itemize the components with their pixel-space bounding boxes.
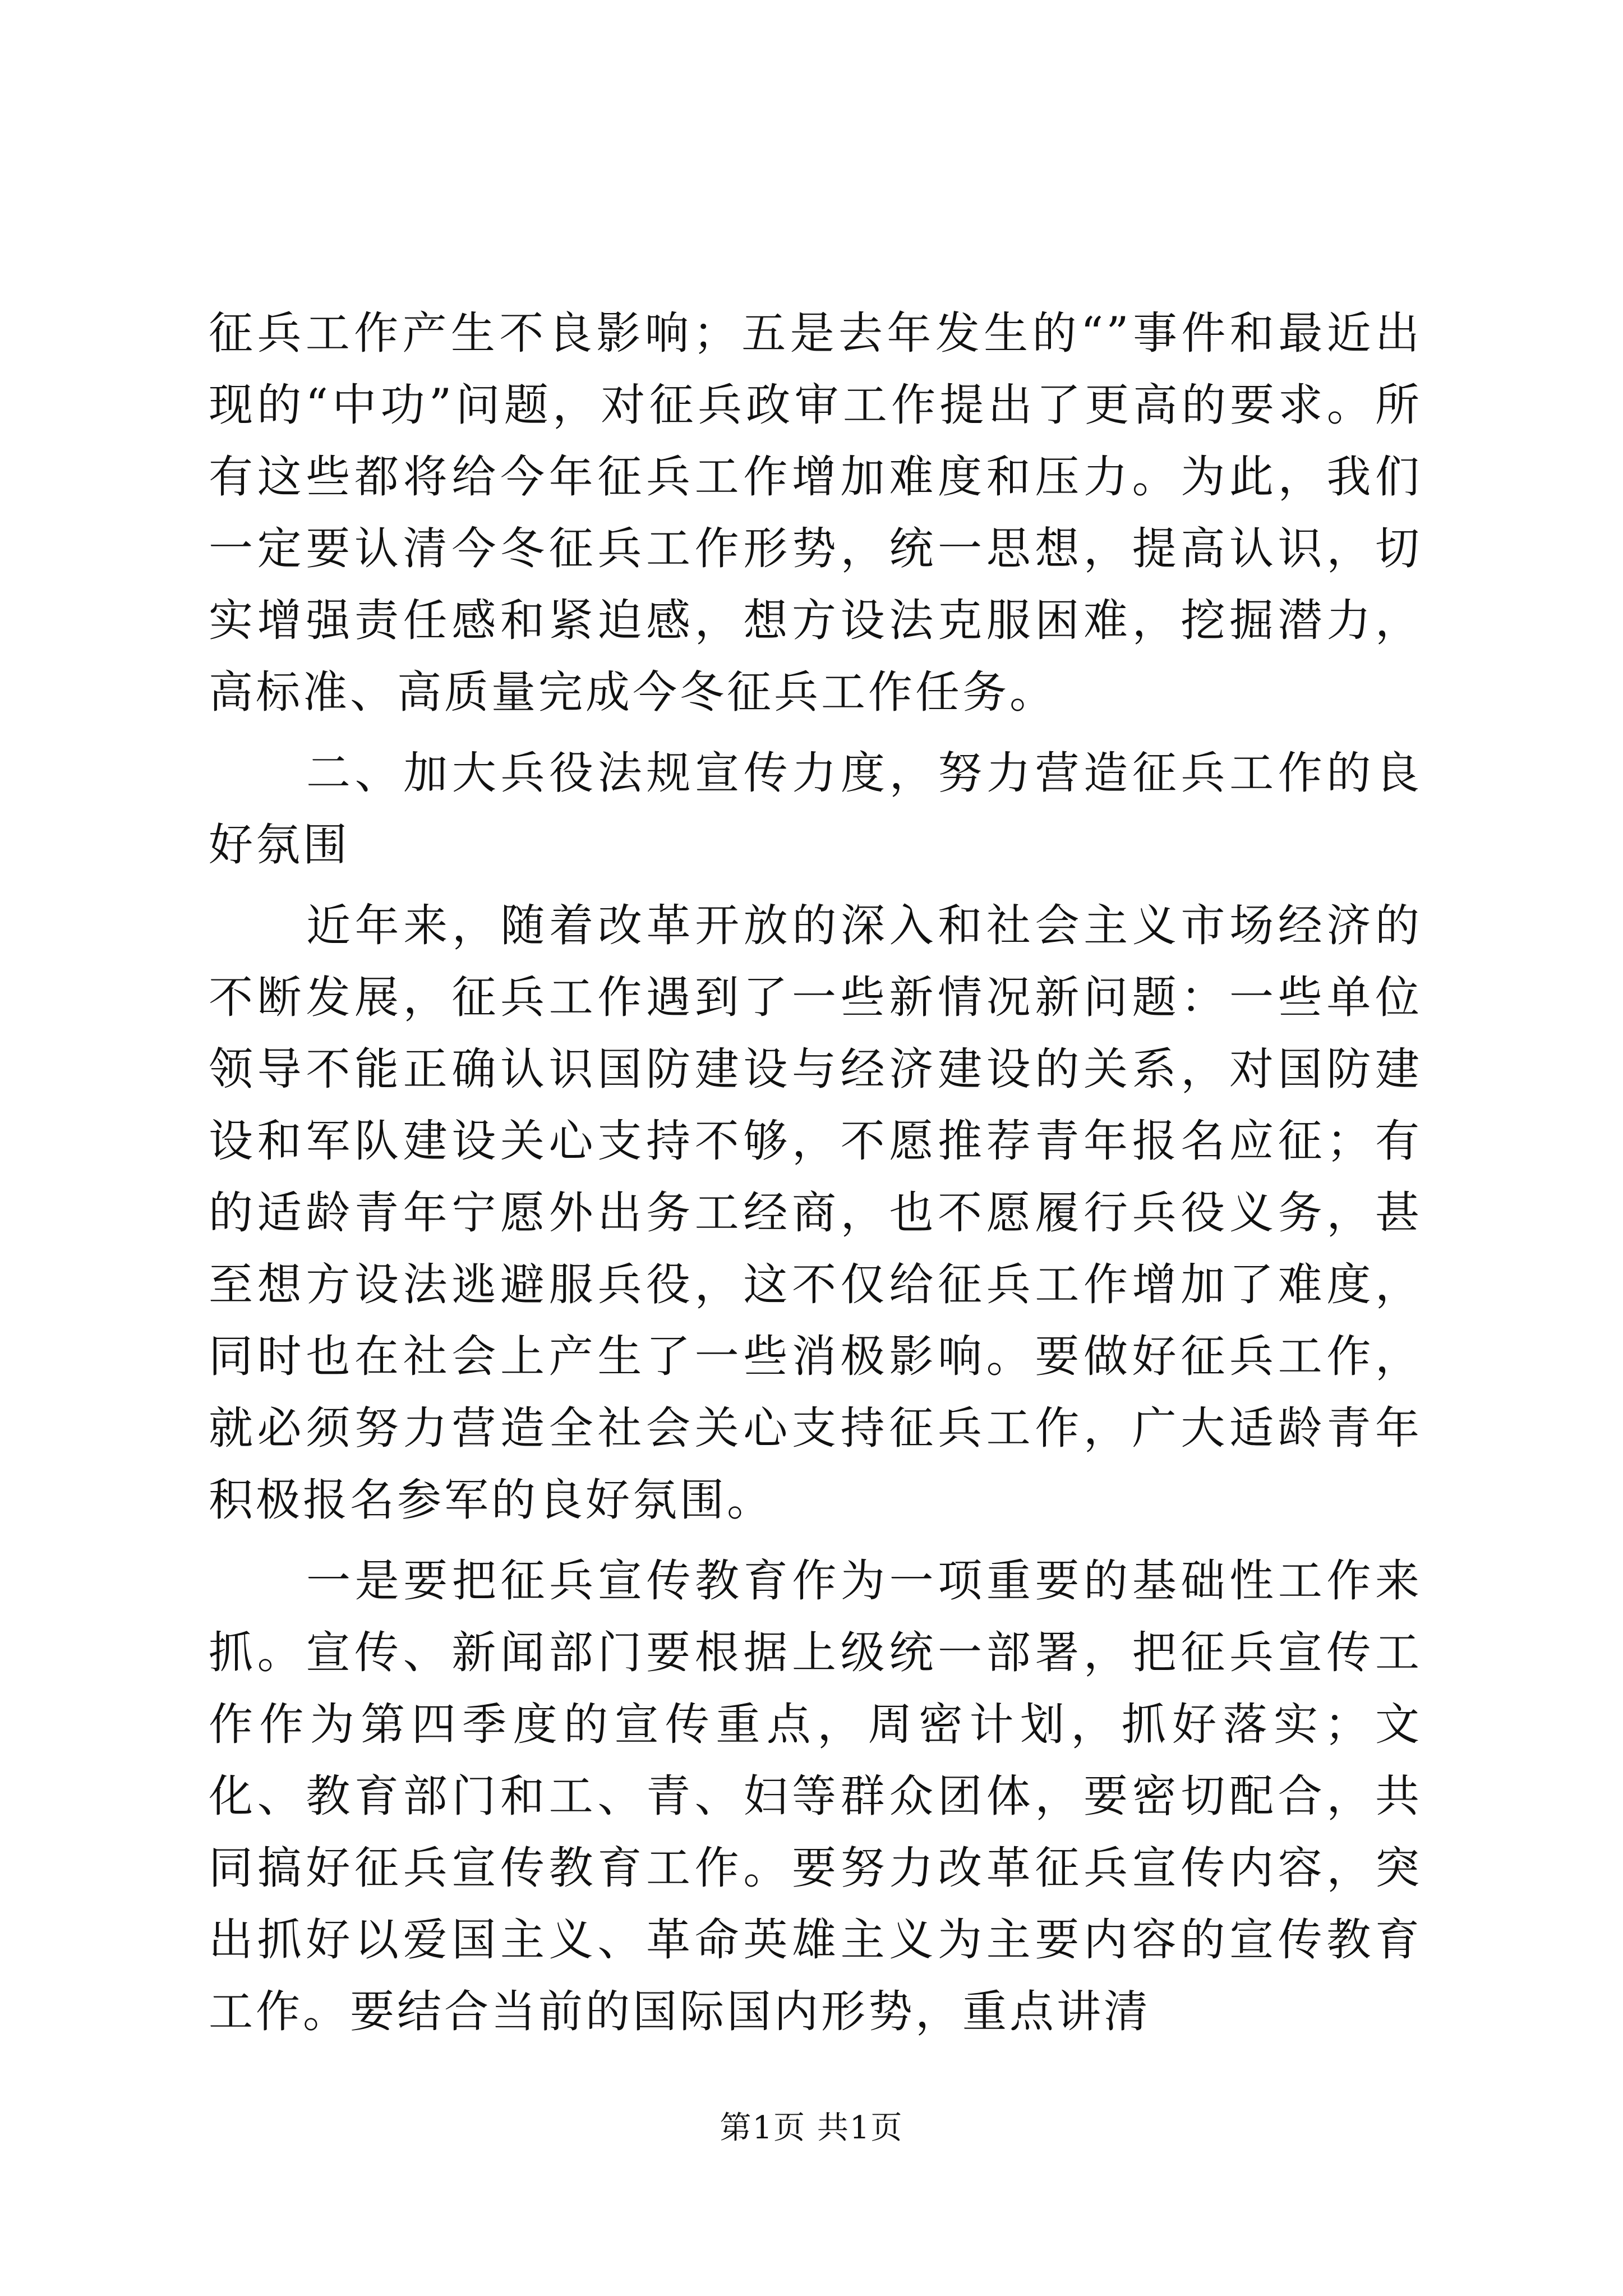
- paragraph-3: 近年来，随着改革开放的深入和社会主义市场经济的不断发展，征兵工作遇到了一些新情况新问题：一些单位领导不能正确认识国防建设与经济建设的关系，对国防建设和军队建设关心支持不够，不愿推荐青年报名应征；有的适龄青年宁愿外出务工经商，也不愿履行兵役义务，甚至想方设法逃避服兵役，这不仅给征兵工作增加了难度，同时也在社会上产生了一些消极影响。要做好征兵工作，就必须努力营造全社会关心支持征兵工作，广大适龄青年积极报名参军的良好氛围。: [209, 900, 1422, 1526]
- section-heading-2: 二、加大兵役法规宣传力度，努力营造征兵工作的良好氛围: [209, 747, 1422, 871]
- document-body: [209, 297, 1422, 2056]
- page-footer: 第1页 共1页: [720, 2110, 903, 2146]
- paragraph-1: 征兵工作产生不良影响；五是去年发生的“”事件和最近出现的“中功”问题，对征兵政审工作提出了更高的要求。所有这些都将给今年征兵工作增加难度和压力。为此，我们一定要认清今冬征兵工作形势，统一思想，提高认识，切实增强责任感和紧迫感，想方设法克服困难，挖掘潜力，高标准、高质量完成今冬征兵工作任务。: [209, 307, 1422, 718]
- paragraph-4: 一是要把征兵宣传教育作为一项重要的基础性工作来抓。宣传、新闻部门要根据上级统一部署，把征兵宣传工作作为第四季度的宣传重点，周密计划，抓好落实；文化、教育部门和工、青、妇等群众团体，要密切配合，共同搞好征兵宣传教育工作。要努力改革征兵宣传内容，突出抓好以爱国主义、革命英雄主义为主要内容的宣传教育工作。要结合当前的国际国内形势，重点讲清: [209, 1555, 1422, 2037]
